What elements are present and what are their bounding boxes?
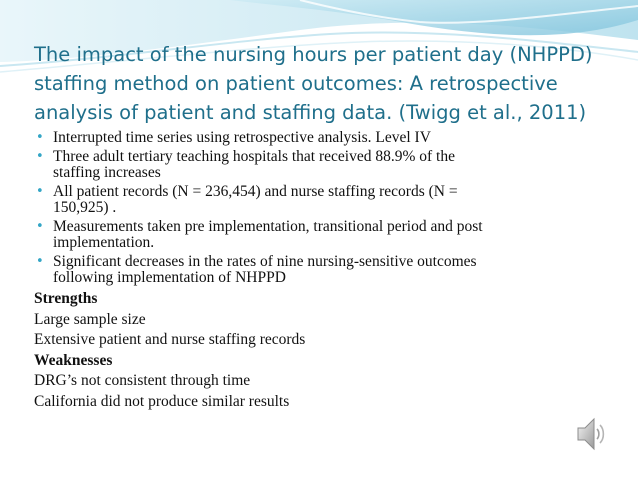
bullet-item <box>34 219 624 251</box>
bullet-icon: • <box>36 184 44 199</box>
bullet-icon: • <box>36 130 44 145</box>
bullet-text: 150,925) . <box>53 199 117 216</box>
strength-item: Extensive patient and nurse staffing records <box>34 331 306 348</box>
title-line: analysis of patient and staffing data. (Twigg et al., 2011) <box>34 101 587 124</box>
bullet-item <box>34 130 624 146</box>
bullet-text: following implementation of NHPPD <box>53 269 286 286</box>
title-line: The impact of the nursing hours per patient day (NHPPD) <box>34 43 593 66</box>
bullet-text: Measurements taken pre implementation, transitional period and post <box>53 218 483 235</box>
bullet-list <box>34 130 624 286</box>
bullet-item <box>34 184 624 216</box>
bullet-text: Significant decreases in the rates of nine nursing-sensitive outcomes <box>53 253 477 270</box>
strengths-heading: Strengths <box>34 290 98 307</box>
bullet-text: staffing increases <box>53 164 161 181</box>
bullet-text: Interrupted time series using retrospective analysis. Level IV <box>53 129 431 146</box>
bullet-text: All patient records (N = 236,454) and nurse staffing records (N = <box>53 183 458 200</box>
bullet-item <box>34 254 624 286</box>
slide-title <box>34 40 624 127</box>
speaker-icon[interactable] <box>576 415 606 453</box>
bullet-item <box>34 149 624 181</box>
bullet-text: Three adult tertiary teaching hospitals that received 88.9% of the <box>53 148 455 165</box>
weaknesses-heading: Weaknesses <box>34 351 113 369</box>
slide-body <box>34 130 624 412</box>
strength-item: Large sample size <box>34 310 146 328</box>
title-line: staffing method on patient outcomes: A retrospective <box>34 72 558 95</box>
weakness-item: DRG’s not consistent through time <box>34 372 251 389</box>
weakness-item: California did not produce similar results <box>34 392 290 410</box>
bullet-icon: • <box>36 219 44 234</box>
bullet-icon: • <box>36 149 44 164</box>
bullet-icon: • <box>36 254 44 269</box>
bullet-text: implementation. <box>53 234 155 251</box>
